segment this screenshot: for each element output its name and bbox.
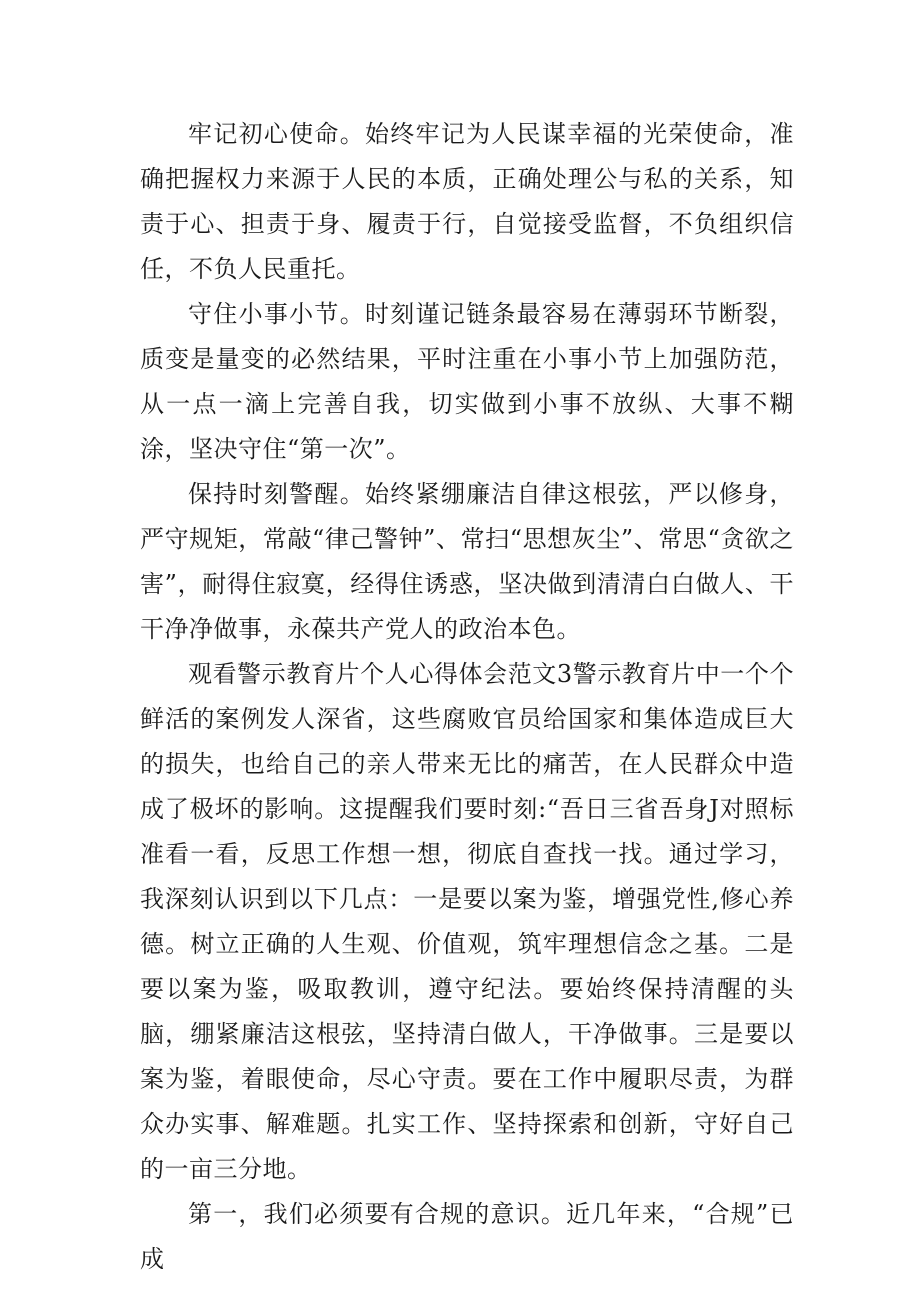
paragraph-1: 牢记初心使命。始终牢记为人民谋幸福的光荣使命，准确把握权力来源于人民的本质，正确处理公与私的关系，知责于心、担责于身、履责于行，自觉接受监督，不负组织信任，不负人民重托。	[140, 120, 794, 283]
paragraph-2: 守住小事小节。时刻谨记链条最容易在薄弱环节断裂，质变是量变的必然结果，平时注重在小事小节上加强防范，从一点一滴上完善自我，切实做到小事不放纵、大事不糊涂，坚决守住“第一次”。	[140, 300, 794, 463]
document-body	[140, 112, 794, 1282]
paragraph-3: 保持时刻警醒。始终紧绷廉洁自律这根弦，严以修身，严守规矩，常敲“律己警钟”、常扫“思想灰尘”、常思“贪欲之害”，耐得住寂寞，经得住诱惑，坚决做到清清白白做人、干干净净做事，永葆共产党人的政治本色。	[140, 480, 794, 643]
paragraph-5: 第一，我们必须要有合规的意识。近几年来，“合规”已成	[140, 1200, 794, 1273]
paragraph-4: 观看警示教育片个人心得体会范文3警示教育片中一个个鲜活的案例发人深省，这些腐败官员给国家和集体造成巨大的损失，也给自己的亲人带来无比的痛苦，在人民群众中造成了极坏的影响。这提醒我们要时刻:“吾日三省吾身J对照标准看一看，反思工作想一想，彻底自查找一找。通过学习，我深刻认识到以下几点：一是要以案为鉴，增强党性,修心养德。树立正确的人生观、价值观，筑牢理想信念之基。二是要以案为鉴，吸取教训，遵守纪法。要始终保持清醒的头脑，绷紧廉洁这根弦，坚持清白做人，干净做事。三是要以案为鉴，着眼使命，尽心守责。要在工作中履职尽责，为群众办实事、解难题。扎实工作、坚持探索和创新，守好自己的一亩三分地。	[140, 660, 794, 1183]
